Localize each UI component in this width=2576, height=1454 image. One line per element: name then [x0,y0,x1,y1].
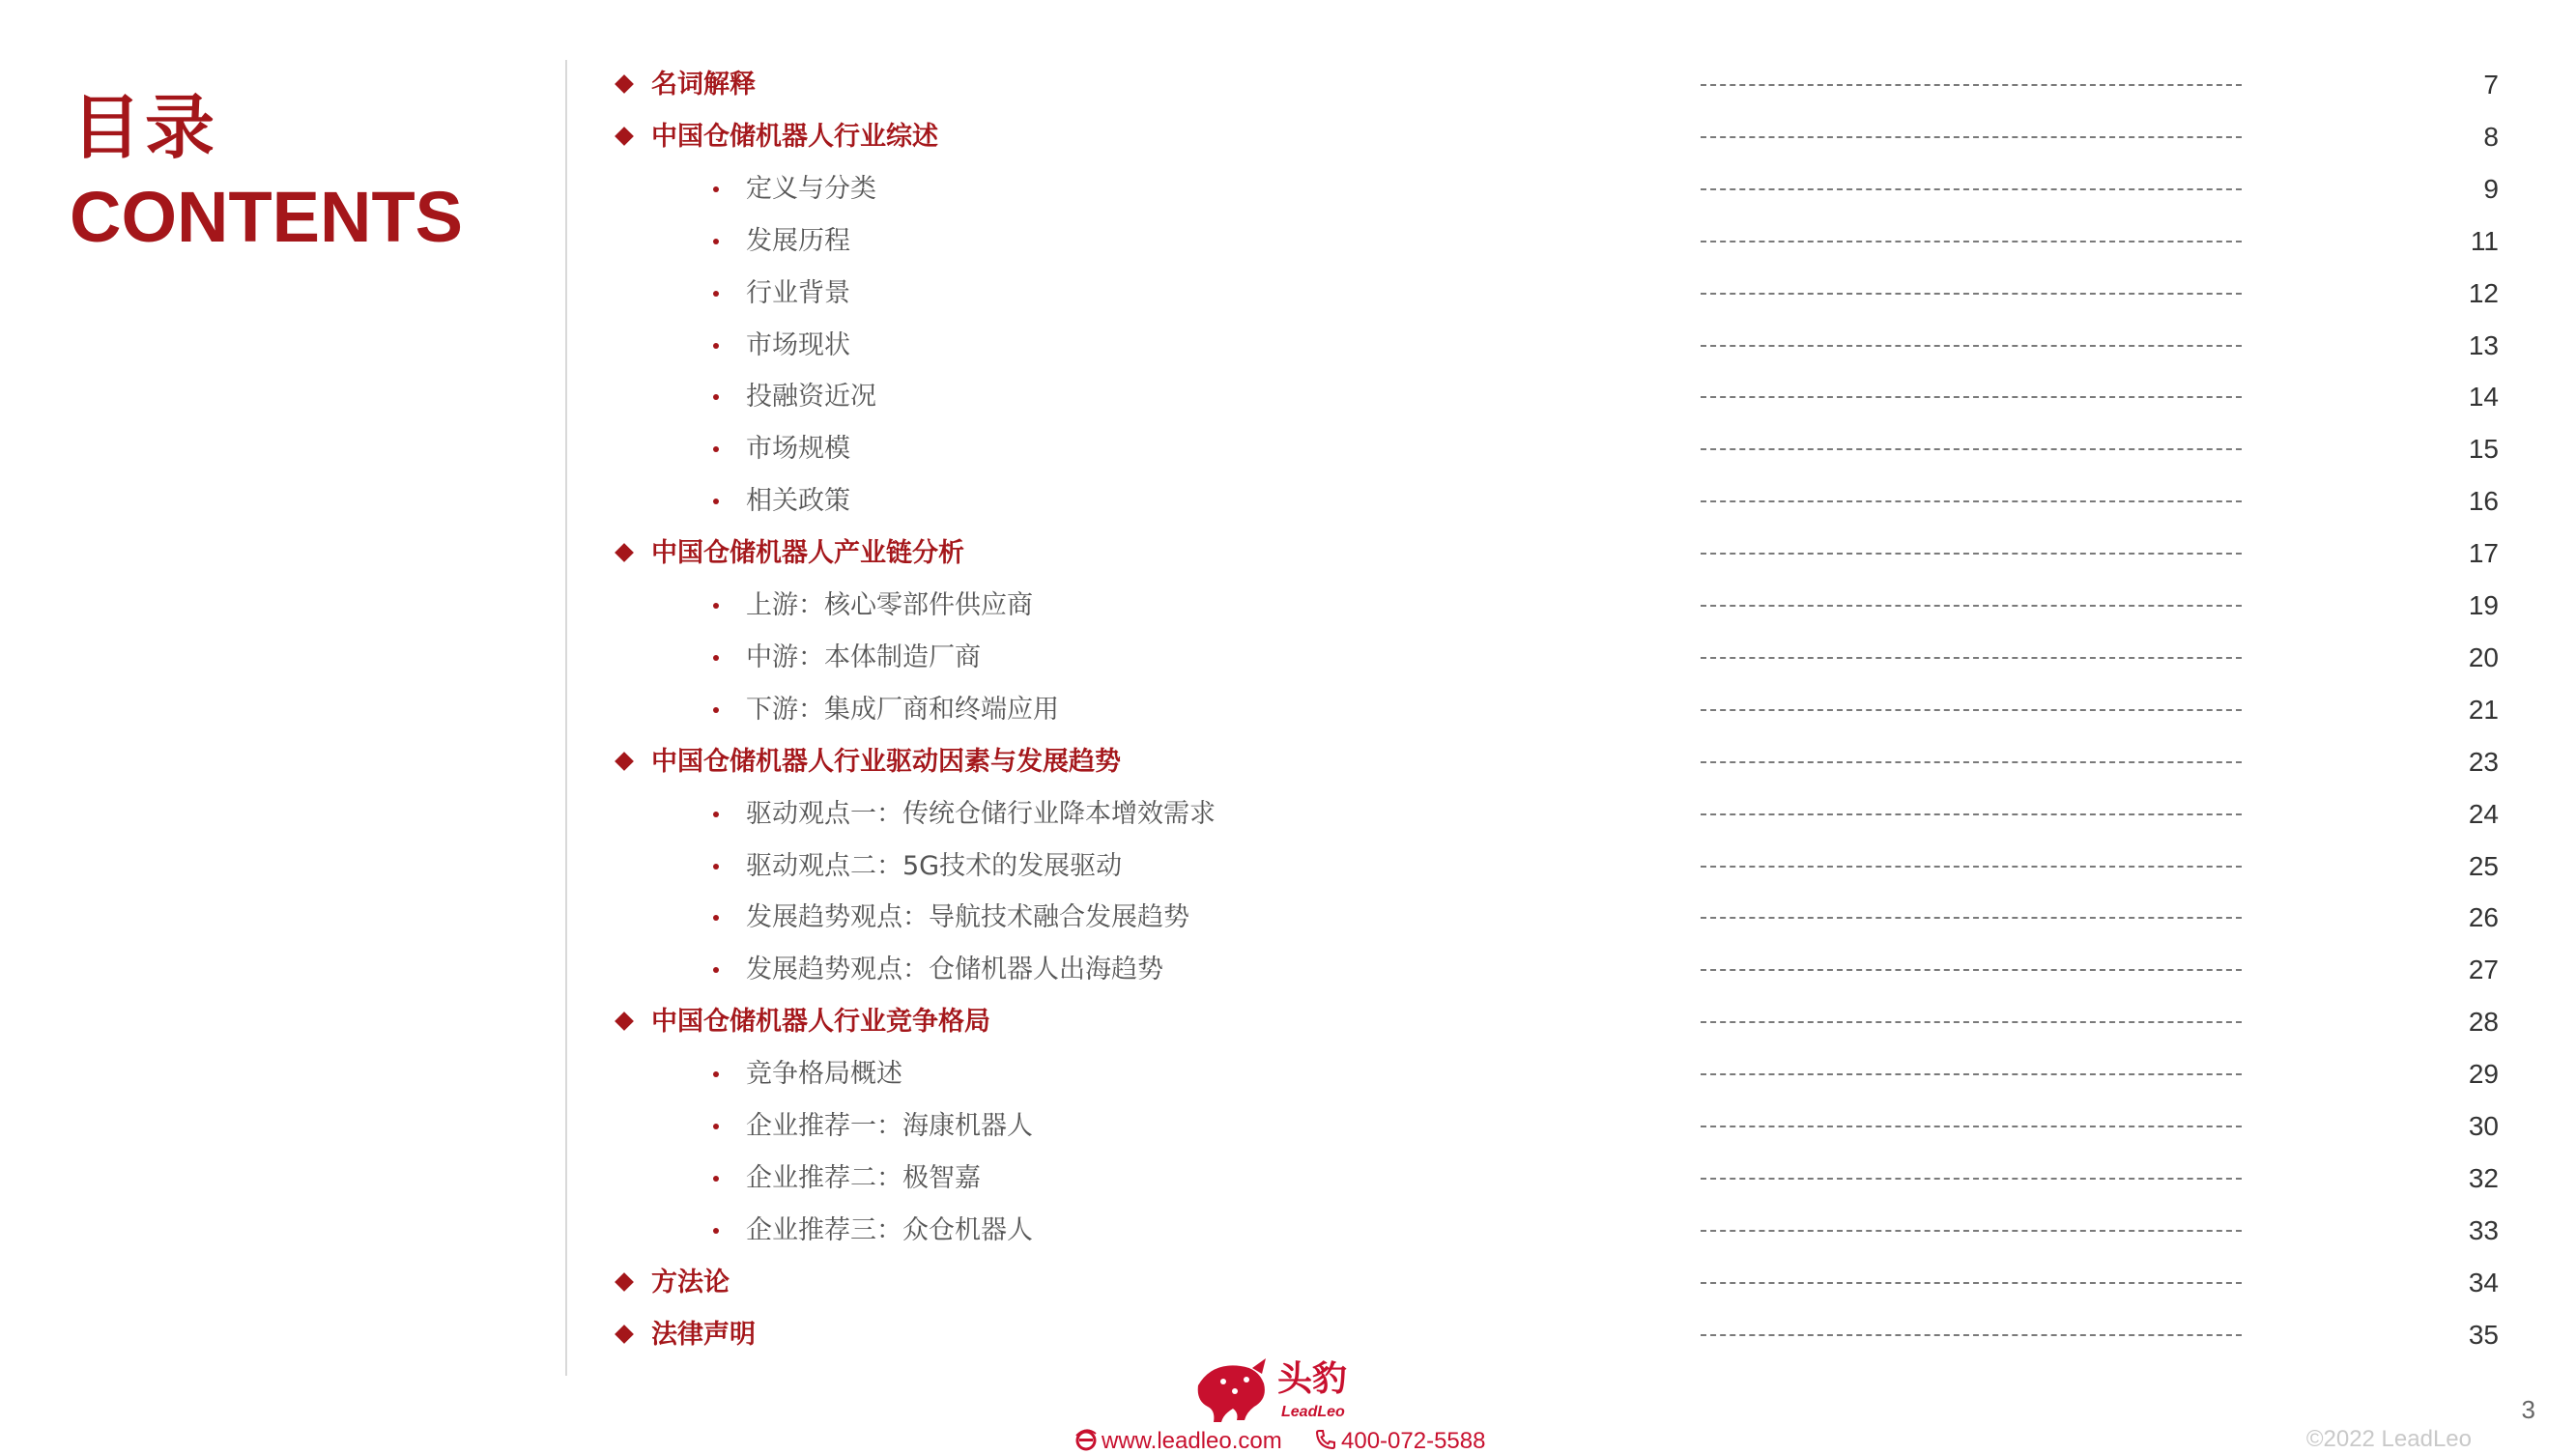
toc-item[interactable] [0,847,2576,886]
toc-page-number: 15 [2468,434,2499,464]
toc-page-number: 25 [2468,851,2499,881]
toc-subsection-label: 发展趋势观点：导航技术融合发展趋势 [746,902,1189,932]
toc-page-number: 17 [2468,538,2499,568]
toc-item[interactable] [0,691,2576,729]
toc-page-number: 16 [2468,486,2499,516]
dotted-leader [1701,1334,2242,1336]
toc-subsection-label: 企业推荐一：海康机器人 [746,1111,1033,1141]
toc-item[interactable] [0,534,2576,573]
toc-item[interactable] [0,743,2576,782]
dotted-leader [1701,1230,2242,1232]
diamond-bullet-icon [615,1325,634,1344]
toc-page-number: 30 [2468,1111,2499,1141]
dot-bullet-icon [713,967,719,973]
toc-subsection-label: 竞争格局概述 [746,1059,902,1089]
dotted-leader [1701,1021,2242,1023]
dot-bullet-icon [713,1176,719,1182]
toc-page-number: 32 [2468,1163,2499,1193]
toc-section-label: 方法论 [651,1268,730,1297]
toc-page-number: 29 [2468,1059,2499,1089]
dotted-leader [1701,1073,2242,1075]
dot-bullet-icon [713,394,719,400]
toc-page-number: 24 [2468,799,2499,829]
toc-page-number: 33 [2468,1215,2499,1245]
dotted-leader [1701,1178,2242,1180]
toc-page-number: 21 [2468,695,2499,725]
toc-item[interactable] [0,430,2576,469]
dot-bullet-icon [713,1071,719,1077]
diamond-bullet-icon [615,752,634,771]
dotted-leader [1701,813,2242,815]
toc-section-label: 中国仓储机器人产业链分析 [651,538,964,568]
toc-item[interactable] [0,795,2576,834]
diamond-bullet-icon [615,127,634,146]
toc-item[interactable] [0,586,2576,625]
slide-page-number: 3 [2521,1395,2535,1424]
phone-contact[interactable] [1314,1428,1485,1453]
toc-item[interactable] [0,1316,2576,1354]
diamond-bullet-icon [615,1012,634,1031]
toc-page-number: 20 [2468,642,2499,672]
dotted-leader [1701,136,2242,138]
toc-page-number: 8 [2483,122,2499,152]
dotted-leader [1701,448,2242,450]
page-title-cn: 目录 [72,87,219,168]
toc-section-label: 名词解释 [651,70,756,100]
toc-subsection-label: 定义与分类 [746,174,876,204]
toc-subsection-label: 驱动观点二：5G技术的发展驱动 [746,851,1123,881]
toc-subsection-label: 上游：核心零部件供应商 [746,590,1033,620]
toc-page-number: 14 [2468,382,2499,412]
toc-item[interactable] [0,327,2576,365]
toc-page-number: 9 [2483,174,2499,204]
toc-item[interactable] [0,1264,2576,1302]
toc-item[interactable] [0,118,2576,157]
dotted-leader [1701,84,2242,86]
dotted-leader [1701,917,2242,919]
dotted-leader [1701,1282,2242,1284]
toc-item[interactable] [0,1055,2576,1094]
toc-page-number: 11 [2470,226,2499,256]
dotted-leader [1701,969,2242,971]
toc-subsection-label: 发展趋势观点：仓储机器人出海趋势 [746,955,1163,984]
toc-page-number: 23 [2468,747,2499,777]
website-link[interactable] [1074,1428,1282,1453]
dot-bullet-icon [713,864,719,870]
toc-page-number: 13 [2468,330,2499,360]
dot-bullet-icon [713,603,719,609]
website-text: www.leadleo.com [1102,1428,1282,1454]
toc-page-number: 34 [2468,1268,2499,1297]
toc-subsection-label: 市场现状 [746,330,850,360]
dotted-leader [1701,500,2242,502]
toc-item[interactable] [0,378,2576,416]
dotted-leader [1701,605,2242,607]
dot-bullet-icon [713,812,719,817]
diamond-bullet-icon [615,74,634,94]
toc-section-label: 中国仓储机器人行业综述 [651,122,938,152]
dotted-leader [1701,188,2242,190]
toc-page-number: 7 [2483,70,2499,100]
toc-section-label: 中国仓储机器人行业驱动因素与发展趋势 [651,747,1121,777]
toc-item[interactable] [0,951,2576,989]
phone-text: 400-072-5588 [1341,1428,1486,1454]
toc-item[interactable] [0,274,2576,313]
toc-page-number: 12 [2468,278,2499,308]
toc-item[interactable] [0,1107,2576,1146]
toc-page-number: 19 [2468,590,2499,620]
toc-section-label: 法律声明 [651,1320,756,1350]
dotted-leader [1701,657,2242,659]
toc-subsection-label: 发展历程 [746,226,850,256]
dotted-leader [1701,1126,2242,1127]
diamond-bullet-icon [615,543,634,562]
dot-bullet-icon [713,915,719,921]
toc-item[interactable] [0,639,2576,677]
toc-page-number: 27 [2468,955,2499,984]
toc-subsection-label: 行业背景 [746,278,850,308]
toc-item[interactable] [0,482,2576,521]
brand-name-en: LeadLeo [1281,1404,1345,1420]
toc-page-number: 35 [2468,1320,2499,1350]
toc-subsection-label: 企业推荐二：极智嘉 [746,1163,981,1193]
toc-subsection-label: 驱动观点一：传统仓储行业降本增效需求 [746,799,1216,829]
phone-icon [1314,1428,1337,1451]
diamond-bullet-icon [615,1272,634,1292]
toc-item[interactable] [0,1212,2576,1250]
dotted-leader [1701,241,2242,242]
toc-item[interactable] [0,170,2576,209]
dotted-leader [1701,553,2242,555]
toc-subsection-label: 投融资近况 [746,382,876,412]
toc-page-number: 26 [2468,902,2499,932]
toc-item[interactable] [0,66,2576,104]
toc-item[interactable] [0,898,2576,937]
toc-item[interactable] [0,222,2576,261]
toc-subsection-label: 企业推荐三：众仓机器人 [746,1215,1033,1245]
dotted-leader [1701,345,2242,347]
toc-subsection-label: 中游：本体制造厂商 [746,642,981,672]
dotted-leader [1701,866,2242,868]
toc-page-number: 28 [2468,1007,2499,1037]
toc-item[interactable] [0,1003,2576,1041]
dotted-leader [1701,396,2242,398]
dot-bullet-icon [713,343,719,349]
dot-bullet-icon [713,239,719,244]
dot-bullet-icon [713,1228,719,1234]
dot-bullet-icon [713,655,719,661]
dot-bullet-icon [713,291,719,297]
toc-item[interactable] [0,1159,2576,1198]
dotted-leader [1701,293,2242,295]
dot-bullet-icon [713,446,719,452]
toc-subsection-label: 下游：集成厂商和终端应用 [746,695,1059,725]
page-title-en: CONTENTS [70,177,463,257]
dot-bullet-icon [713,707,719,713]
dotted-leader [1701,709,2242,711]
toc-section-label: 中国仓储机器人行业竞争格局 [651,1007,990,1037]
browser-e-icon [1074,1428,1098,1451]
dot-bullet-icon [713,499,719,504]
copyright-text: ©2022 LeadLeo [2305,1426,2472,1452]
brand-name-cn: 头豹 [1277,1359,1348,1399]
toc-subsection-label: 相关政策 [746,486,850,516]
toc-subsection-label: 市场规模 [746,434,850,464]
dot-bullet-icon [713,186,719,192]
dot-bullet-icon [713,1124,719,1129]
dotted-leader [1701,761,2242,763]
